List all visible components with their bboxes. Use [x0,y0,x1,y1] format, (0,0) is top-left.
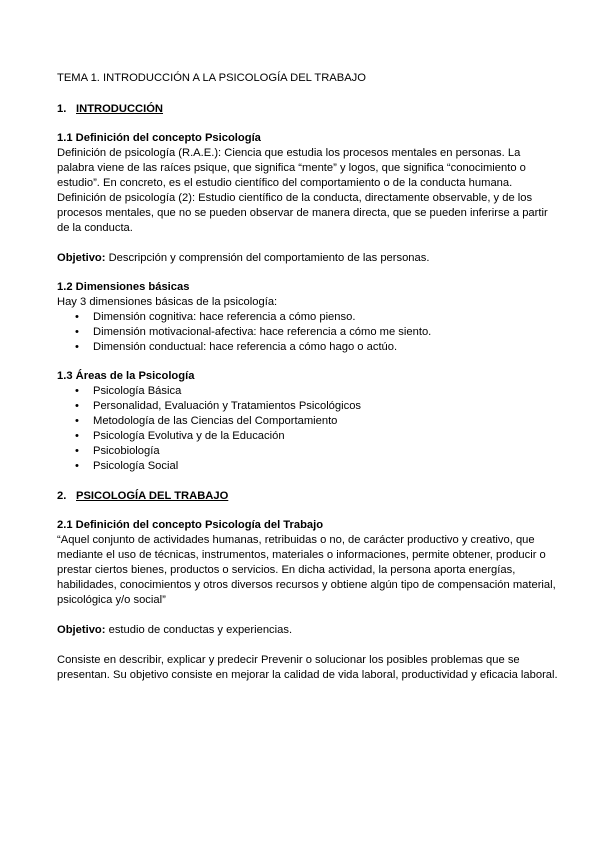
list-item-text: Psicología Social [93,460,179,472]
objective-1-text: Descripción y comprensión del comportamiento de las personas. [105,252,430,264]
dimensions-intro: Hay 3 dimensiones básicas de la psicología: [57,296,278,308]
objective-1 [57,251,560,266]
bullet-icon: • [75,445,79,457]
bullet-icon: • [75,415,79,427]
section-1-number: 1. [57,103,67,115]
section-2-heading [57,489,560,504]
bullet-icon: • [75,385,79,397]
list-item-text: Dimensión conductual: hace referencia a cómo hago o actúo. [93,341,398,353]
subsection-1-3-heading: 1.3 Áreas de la Psicología [57,370,195,382]
subsection-1-2-heading: 1.2 Dimensiones básicas [57,281,190,293]
list-item [57,444,560,459]
definition-2: Definición de psicología (2): Estudio científico de la conducta, directamente observable, y de los procesos mentales, que no se pueden observar de manera directa, que se pueden inferirse a partir de la conducta. [57,192,548,234]
subsection-1-1-heading: 1.1 Definición del concepto Psicología [57,132,261,144]
areas-list [57,384,560,474]
section-2-number: 2. [57,490,67,502]
work-definition-quote: “Aquel conjunto de actividades humanas, retribuidas o no, de carácter productivo y creativo, que mediante el uso de técnicas, instrumentos, materiales o informaciones, permite obtener, producir o prestar ciertos bienes, productos o servicios. En dicha actividad, la persona aporta energías, habilidades, conocimientos y otros diversos recursos y obtiene algún tipo de compensación material, psicológica y/o social” [57,534,556,606]
section-1-title: INTRODUCCIÓN [76,103,164,115]
bullet-icon: • [75,430,79,442]
list-item [57,325,560,340]
list-item-text: Dimensión motivacional-afectiva: hace referencia a cómo me siento. [93,326,432,338]
list-item [57,414,560,429]
bullet-icon: • [75,460,79,472]
list-item-text: Psicología Básica [93,385,182,397]
bullet-icon: • [75,400,79,412]
objective-2-text: estudio de conductas y experiencias. [105,624,293,636]
bullet-icon: • [75,311,79,323]
list-item-text: Personalidad, Evaluación y Tratamientos Psicológicos [93,400,362,412]
list-item [57,399,560,414]
objective-2-label: Objetivo: [57,624,106,636]
bullet-icon: • [75,341,79,353]
subsection-2-1-heading: 2.1 Definición del concepto Psicología del Trabajo [57,519,324,531]
list-item-text: Metodología de las Ciencias del Comportamiento [93,415,338,427]
list-item-text: Dimensión cognitiva: hace referencia a cómo pienso. [93,311,356,323]
list-item [57,459,560,474]
closing-paragraph: Consiste en describir, explicar y predecir Prevenir o solucionar los posibles problemas que se presentan. Su objetivo consiste en mejorar la calidad de vida laboral, productividad y eficacia laboral. [57,654,558,681]
list-item [57,429,560,444]
list-item-text: Psicología Evolutiva y de la Educación [93,430,285,442]
section-1-heading [57,102,560,117]
definition-rae: Definición de psicología (R.A.E.): Ciencia que estudia los procesos mentales en personas. La palabra viene de las raíces psique, que significa “mente” y logos, que significa “conocimiento o estudio”. En concreto, es el estudio científico del comportamiento o de la conducta humana. [57,147,526,189]
section-2-title: PSICOLOGÍA DEL TRABAJO [76,490,229,502]
objective-2 [57,623,560,638]
list-item [57,340,560,355]
document-title: TEMA 1. INTRODUCCIÓN A LA PSICOLOGÍA DEL TRABAJO [57,72,366,84]
dimensions-list [57,310,560,355]
list-item [57,310,560,325]
bullet-icon: • [75,326,79,338]
list-item [57,384,560,399]
list-item-text: Psicobiología [93,445,160,457]
objective-1-label: Objetivo: [57,252,106,264]
